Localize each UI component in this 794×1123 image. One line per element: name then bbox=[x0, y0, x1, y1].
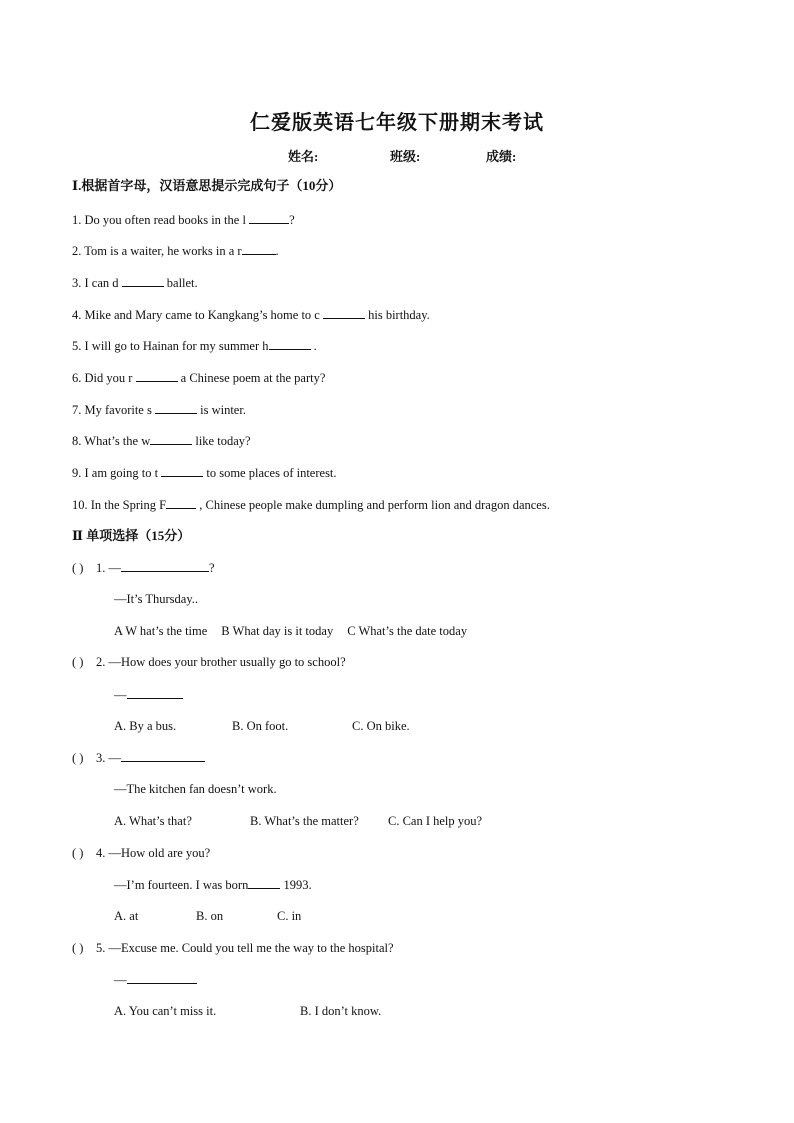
answer-blank[interactable] bbox=[323, 306, 365, 319]
option-b[interactable]: B. On foot. bbox=[232, 719, 289, 733]
answer-blank[interactable] bbox=[136, 369, 178, 382]
question-4-options bbox=[114, 908, 301, 924]
list-item: 2. Tom is a waiter, he works in a r . bbox=[72, 244, 279, 258]
answer-paren[interactable]: ( ) bbox=[72, 655, 84, 669]
answer-paren[interactable]: ( ) bbox=[72, 846, 84, 860]
list-item: 10. In the Spring F , Chinese people make dumpling and perform lion and dragon dances. bbox=[72, 498, 550, 512]
answer-blank[interactable] bbox=[161, 464, 203, 477]
question-4-stem: ( ) 4. —How old are you? bbox=[72, 846, 211, 860]
answer-blank[interactable] bbox=[249, 211, 289, 224]
answer-blank[interactable] bbox=[269, 337, 311, 350]
question-1-stem: ( ) 1. — ? bbox=[72, 561, 215, 575]
option-b[interactable]: B. I don’t know. bbox=[300, 1004, 382, 1018]
answer-paren[interactable]: ( ) bbox=[72, 561, 84, 575]
option-b[interactable]: B What day is it today bbox=[221, 624, 334, 638]
answer-blank[interactable] bbox=[242, 242, 276, 255]
question-5-options bbox=[114, 1003, 381, 1019]
option-c[interactable]: C. Can I help you? bbox=[388, 814, 483, 828]
option-b[interactable]: B. on bbox=[196, 909, 224, 923]
answer-blank[interactable] bbox=[121, 749, 205, 762]
answer-blank[interactable] bbox=[155, 401, 197, 414]
list-item: 5. I will go to Hainan for my summer h . bbox=[72, 339, 317, 353]
option-c[interactable]: C What’s the date today bbox=[347, 624, 468, 638]
answer-blank[interactable] bbox=[127, 686, 183, 699]
option-b[interactable]: B. What’s the matter? bbox=[250, 814, 359, 828]
list-item: 7. My favorite s is winter. bbox=[72, 403, 246, 417]
answer-blank[interactable] bbox=[121, 559, 209, 572]
answer-paren[interactable]: ( ) bbox=[72, 941, 84, 955]
question-3-options bbox=[114, 813, 482, 829]
answer-blank[interactable] bbox=[150, 432, 192, 445]
option-a[interactable]: A W hat’s the time bbox=[114, 624, 208, 638]
question-1-answer: —It’s Thursday.. bbox=[114, 592, 199, 606]
score-label: 成绩: bbox=[486, 149, 517, 164]
list-item: 6. Did you r a Chinese poem at the party? bbox=[72, 371, 326, 385]
answer-paren[interactable]: ( ) bbox=[72, 751, 84, 765]
section1-heading: Ⅰ.根据首字母，汉语意思提示完成句子（10分） bbox=[72, 178, 342, 193]
question-5-stem: ( ) 5. —Excuse me. Could you tell me the way to the hospital? bbox=[72, 941, 394, 955]
option-c[interactable]: C. in bbox=[277, 909, 302, 923]
question-2-answer: — bbox=[114, 686, 183, 703]
answer-blank[interactable] bbox=[166, 496, 196, 509]
class-label: 班级: bbox=[390, 149, 421, 164]
question-5-answer: — bbox=[114, 971, 197, 988]
option-a[interactable]: A. at bbox=[114, 909, 139, 923]
question-2-options bbox=[114, 718, 410, 734]
option-a[interactable]: A. You can’t miss it. bbox=[114, 1004, 217, 1018]
option-c[interactable]: C. On bike. bbox=[352, 719, 410, 733]
question-3-answer: —The kitchen fan doesn’t work. bbox=[114, 782, 277, 796]
answer-blank[interactable] bbox=[248, 876, 280, 889]
name-label: 姓名: bbox=[288, 149, 319, 164]
list-item: 8. What’s the w like today? bbox=[72, 434, 251, 448]
question-1-options bbox=[114, 623, 467, 639]
list-item: 4. Mike and Mary came to Kangkang’s home to c his birthday. bbox=[72, 308, 430, 322]
list-item: 3. I can d ballet. bbox=[72, 276, 198, 290]
question-2-stem: ( ) 2. —How does your brother usually go to school? bbox=[72, 655, 346, 669]
option-a[interactable]: A. What’s that? bbox=[114, 814, 192, 828]
option-a[interactable]: A. By a bus. bbox=[114, 719, 177, 733]
list-item: 9. I am going to t to some places of interest. bbox=[72, 466, 337, 480]
list-item: 1. Do you often read books in the l ? bbox=[72, 213, 295, 227]
page-title: 仁爱版英语七年级下册期末考试 bbox=[250, 112, 544, 134]
question-4-answer: —I’m fourteen. I was born 1993. bbox=[114, 878, 312, 892]
answer-blank[interactable] bbox=[127, 971, 197, 984]
section2-heading: Ⅱ 单项选择（15分） bbox=[72, 528, 191, 543]
answer-blank[interactable] bbox=[122, 274, 164, 287]
question-3-stem: ( ) 3. — bbox=[72, 749, 205, 766]
